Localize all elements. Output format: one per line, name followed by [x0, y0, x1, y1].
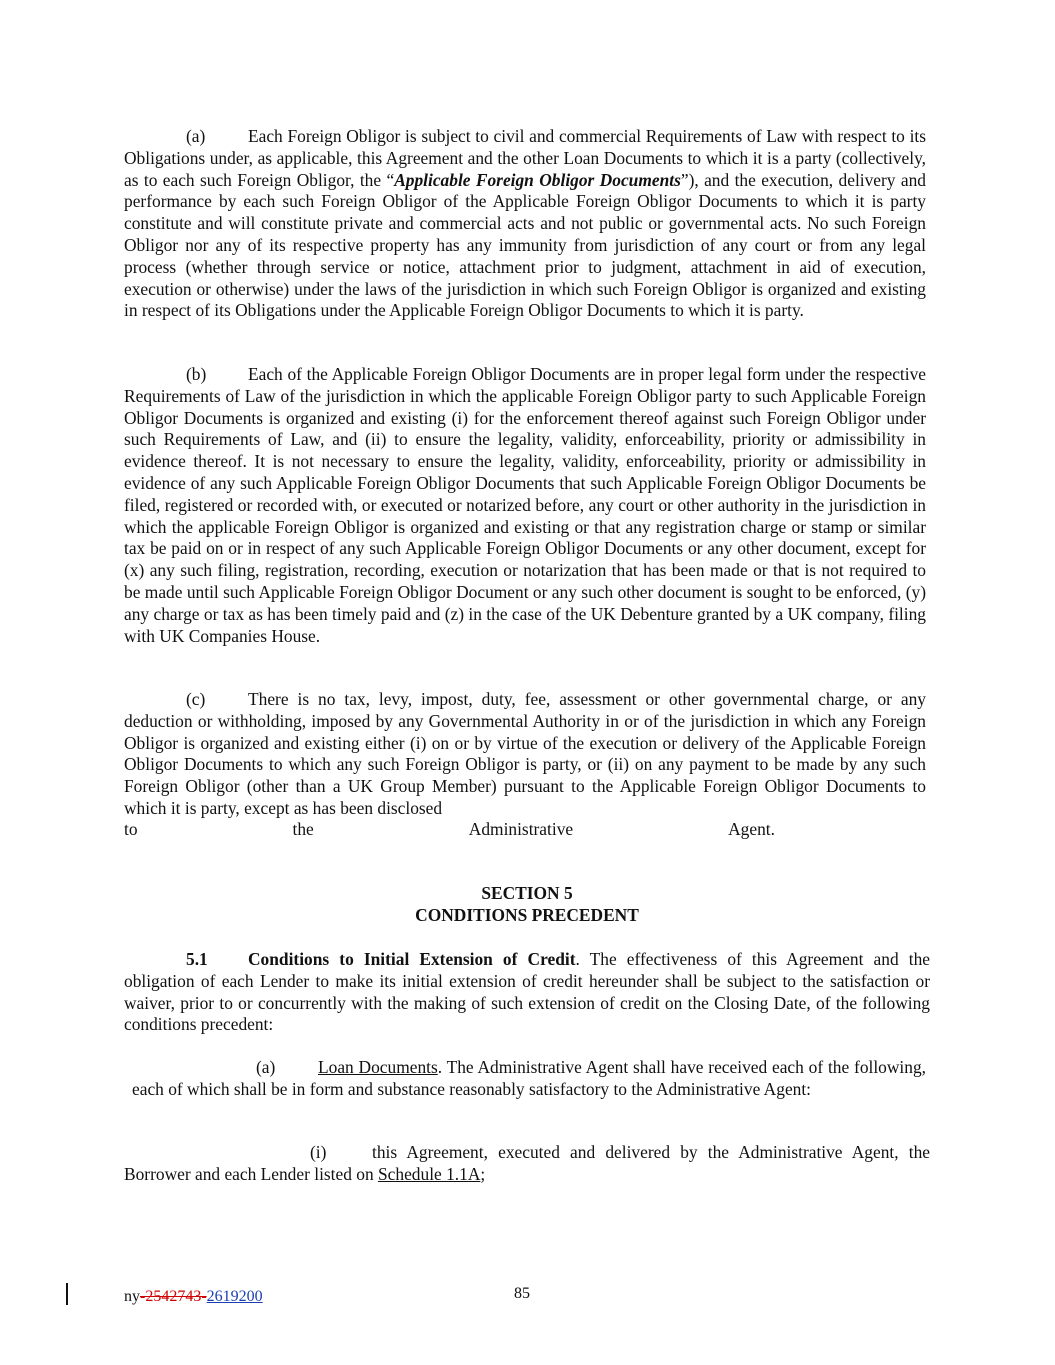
paragraph-b-text: Each of the Applicable Foreign Obligor Documents are in proper legal form under the respective Requirements of Law of the jurisdiction in which the applicable Foreign Obligor party to such Applicable Foreign Obligor Documents is organized and existing (i) for the enforcement thereof against such Foreign Obligor under such Requirements of Law, and (ii) to ensure the legality, validity, enforceability, priority or admissibility in evidence thereof. It is not necessary to ensure the legality, validity, enforceability, priority or admissibility in evidence of any such Applicable Foreign Obligor Documents that such Applicable Foreign Obligor Documents be filed, registered or recorded with, or executed or notarized before, any court or other authority in the jurisdiction in which the applicable Foreign Obligor is organized and existing or that any registration charge or stamp or similar tax be paid on or in respect of any such Applicable Foreign Obligor Documents or any other document, except for (x) any such filing, registration, recording, execution or notarization that has been made or that is not required to be made until such Applicable Foreign Obligor Document or any such other document is sought to be enforced, (y) any charge or tax as has been timely paid and (z) in the case of the UK Debenture granted by a UK company, filing with UK Companies House.: [124, 364, 926, 646]
section-5-1-text: . The effectiveness of this Agreement and the obligation of each Lender to make its initial extension of credit hereunder shall be subject to the satisfaction or waiver, prior to or concurrently with the making of such extension of credit on the Closing Date, of the following conditions precedent:: [124, 949, 930, 1035]
defined-term: Applicable Foreign Obligor Documents: [394, 169, 681, 190]
last-word-1: to: [124, 819, 138, 839]
section-title: CONDITIONS PRECEDENT: [415, 905, 639, 925]
paragraph-a-text-1: Each Foreign Obligor is subject to civil and commercial Requirements of Law with respect to its Obligations under, as applicable, this Agreement and the other Loan Documents to which it is a party (collectively, as to each such Foreign Obligor, the “: [124, 126, 926, 190]
section-5-1: [124, 949, 930, 1036]
last-word-4: Agent.: [728, 819, 775, 839]
last-word-3: Administrative: [468, 819, 574, 839]
paragraph-c: [124, 689, 926, 820]
paragraph-a-text-2: ”), and the execution, delivery and performance by each such Foreign Obligor of the Applicable Foreign Obligor Documents to which it is party constitute and will constitute private and commercial acts and not public or governmental acts. No such Foreign Obligor nor any of its respective property has any immunity from jurisdiction of any court or from any legal process (whether through service or notice, attachment prior to judgment, attachment in aid of execution, execution or otherwise) under the laws of the jurisdiction in which such Foreign Obligor is organized and existing in respect of its Obligations under the Applicable Foreign Obligor Documents to which it is party.: [124, 169, 926, 321]
page-number: 85: [514, 1285, 530, 1302]
subsection-a-label: (a): [256, 1057, 276, 1077]
deleted-document-id: -2542743-: [140, 1288, 207, 1305]
schedule-reference: Schedule 1.1A: [378, 1163, 481, 1184]
paragraph-b: [124, 364, 926, 647]
inserted-document-id: 2619200: [206, 1288, 263, 1305]
paragraph-b-label: (b): [186, 364, 207, 384]
paragraph-c-last-line: [124, 819, 775, 841]
paragraph-c-text: There is no tax, levy, impost, duty, fee, assessment or other governmental charge, or any deduction or withholding, imposed by any Governmental Authority in or of the jurisdiction in which any Foreign Obligor is organized and existing either (i) on or by virtue of the execution or delivery of the Applicable Foreign Obligor Documents to which any such Foreign Obligor is party, or (ii) on any payment to be made by any such Foreign Obligor (other than a UK Group Member) pursuant to the Applicable Foreign Obligor Documents to which it is party, except as has been disclosed: [124, 689, 926, 818]
section-5-1-heading: Conditions to Initial Extension of Credit: [248, 949, 576, 969]
last-word-2: the: [292, 819, 314, 839]
paragraph-a-label: (a): [186, 126, 206, 146]
subsection-a-text: . The Administrative Agent shall have received each of the following, each of which shall be in form and substance reasonably satisfactory to the Administrative Agent:: [132, 1057, 926, 1099]
clause-i: [124, 1142, 930, 1186]
loan-documents-heading: Loan Documents: [318, 1057, 438, 1077]
document-id-prefix: ny: [124, 1288, 140, 1305]
paragraph-c-label: (c): [186, 689, 206, 709]
section-number: SECTION 5: [481, 883, 573, 903]
subsection-a: [132, 1057, 926, 1101]
section-5-1-number: 5.1: [186, 949, 208, 969]
paragraph-a: [124, 126, 926, 322]
clause-i-label: (i): [310, 1142, 327, 1162]
clause-i-tail: ;: [480, 1163, 486, 1184]
document-id: [124, 1286, 263, 1308]
clause-i-text: this Agreement, executed and delivered by the Administrative Agent, the Borrower and each Lender listed on: [124, 1142, 930, 1184]
change-bar: [66, 1283, 68, 1305]
